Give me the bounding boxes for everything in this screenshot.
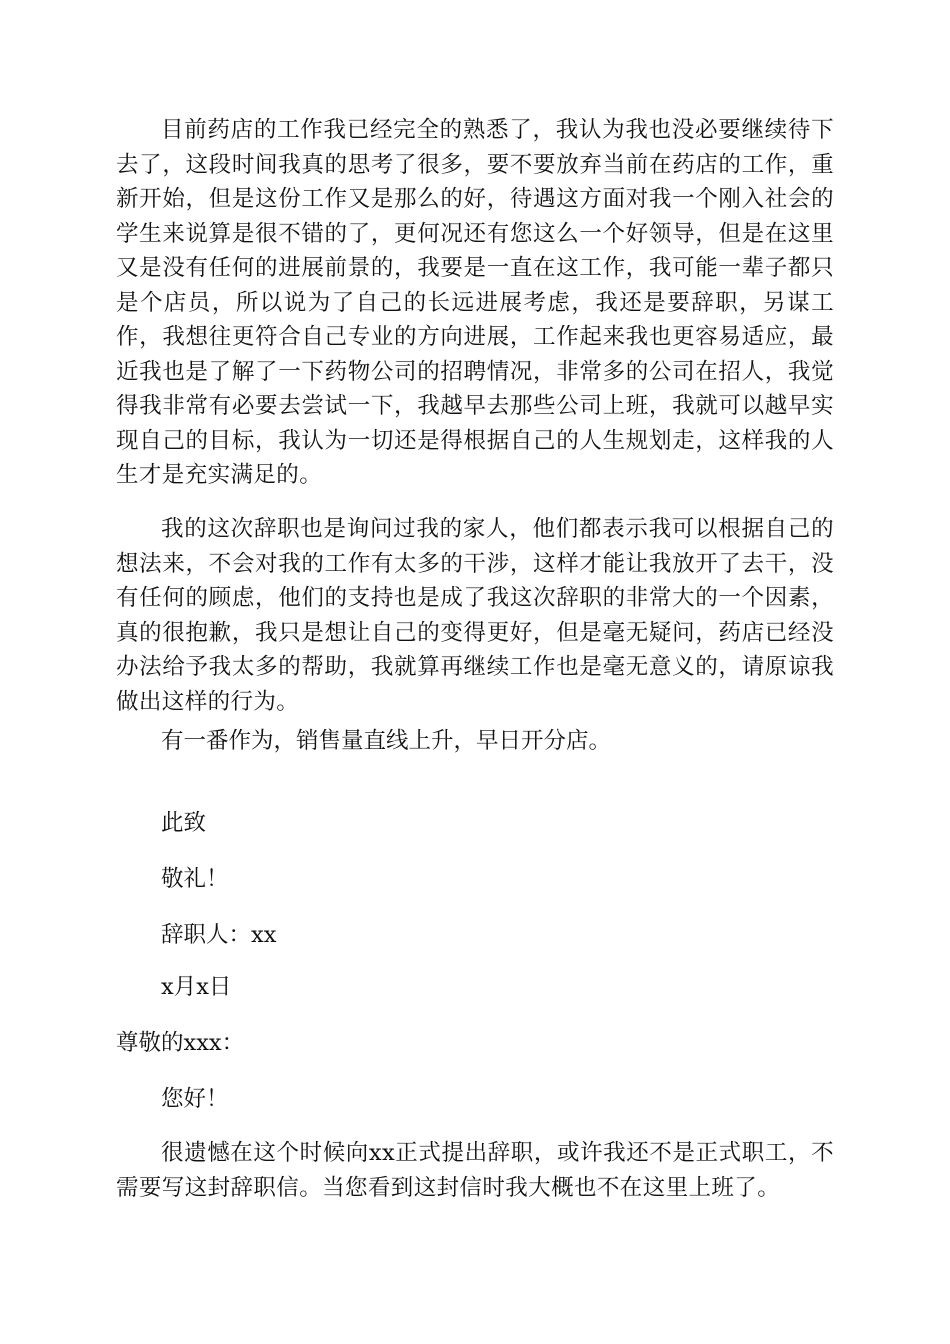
body-paragraph-2: 我的这次辞职也是询问过我的家人，他们都表示我可以根据自己的想法来，不会对我的工作有太多的干涉，这样才能让我放开了去干，没有任何的顾虑，他们的支持也是成了我这次辞职的非常大的一个因素，真的很抱歉，我只是想让自己的变得更好，但是毫无疑问，药店已经没办法给予我太多的帮助，我就算再继续工作也是毫无意义的，请原谅我做出这样的行为。 [116,516,834,715]
body-paragraph-3-block [116,1136,834,1205]
greeting-line: 您好！ [161,1086,229,1112]
body-paragraph-3: 很遗憾在这个时候向xx正式提出辞职，或许我还不是正式职工，不需要写这封辞职信。当您看到这封信时我大概也不在这里上班了。 [116,1140,834,1201]
signer-line: 辞职人：xx [161,922,277,948]
wish-line: 有一番作为，销售量直线上升，早日开分店。 [161,728,612,754]
salutation-line: 尊敬的xxx： [116,1030,245,1056]
closing-line-1: 此致 [161,810,207,836]
body-paragraph-1-block [116,113,834,493]
closing-line-2: 敬礼！ [161,866,229,892]
body-paragraph-1: 目前药店的工作我已经完全的熟悉了，我认为我也没必要继续待下去了，这段时间我真的思考了很多，要不要放弃当前在药店的工作，重新开始，但是这份工作又是那么的好，待遇这方面对我一个刚入社会的学生来说算是很不错的了，更何况还有您这么一个好领导，但是在这里又是没有任何的进展前景的，我要是一直在这工作，我可能一辈子都只是个店员，所以说为了自己的长远进展考虑，我还是要辞职，另谋工作，我想往更符合自己专业的方向进展，工作起来我也更容易适应，最近我也是了解了一下药物公司的招聘情况，非常多的公司在招人，我觉得我非常有必要去尝试一下，我越早去那些公司上班，我就可以越早实现自己的目标，我认为一切还是得根据自己的人生规划走，这样我的人生才是充实满足的。 [116,117,834,488]
body-paragraph-2-block [116,512,834,719]
date-line: x月x日 [161,974,232,1000]
